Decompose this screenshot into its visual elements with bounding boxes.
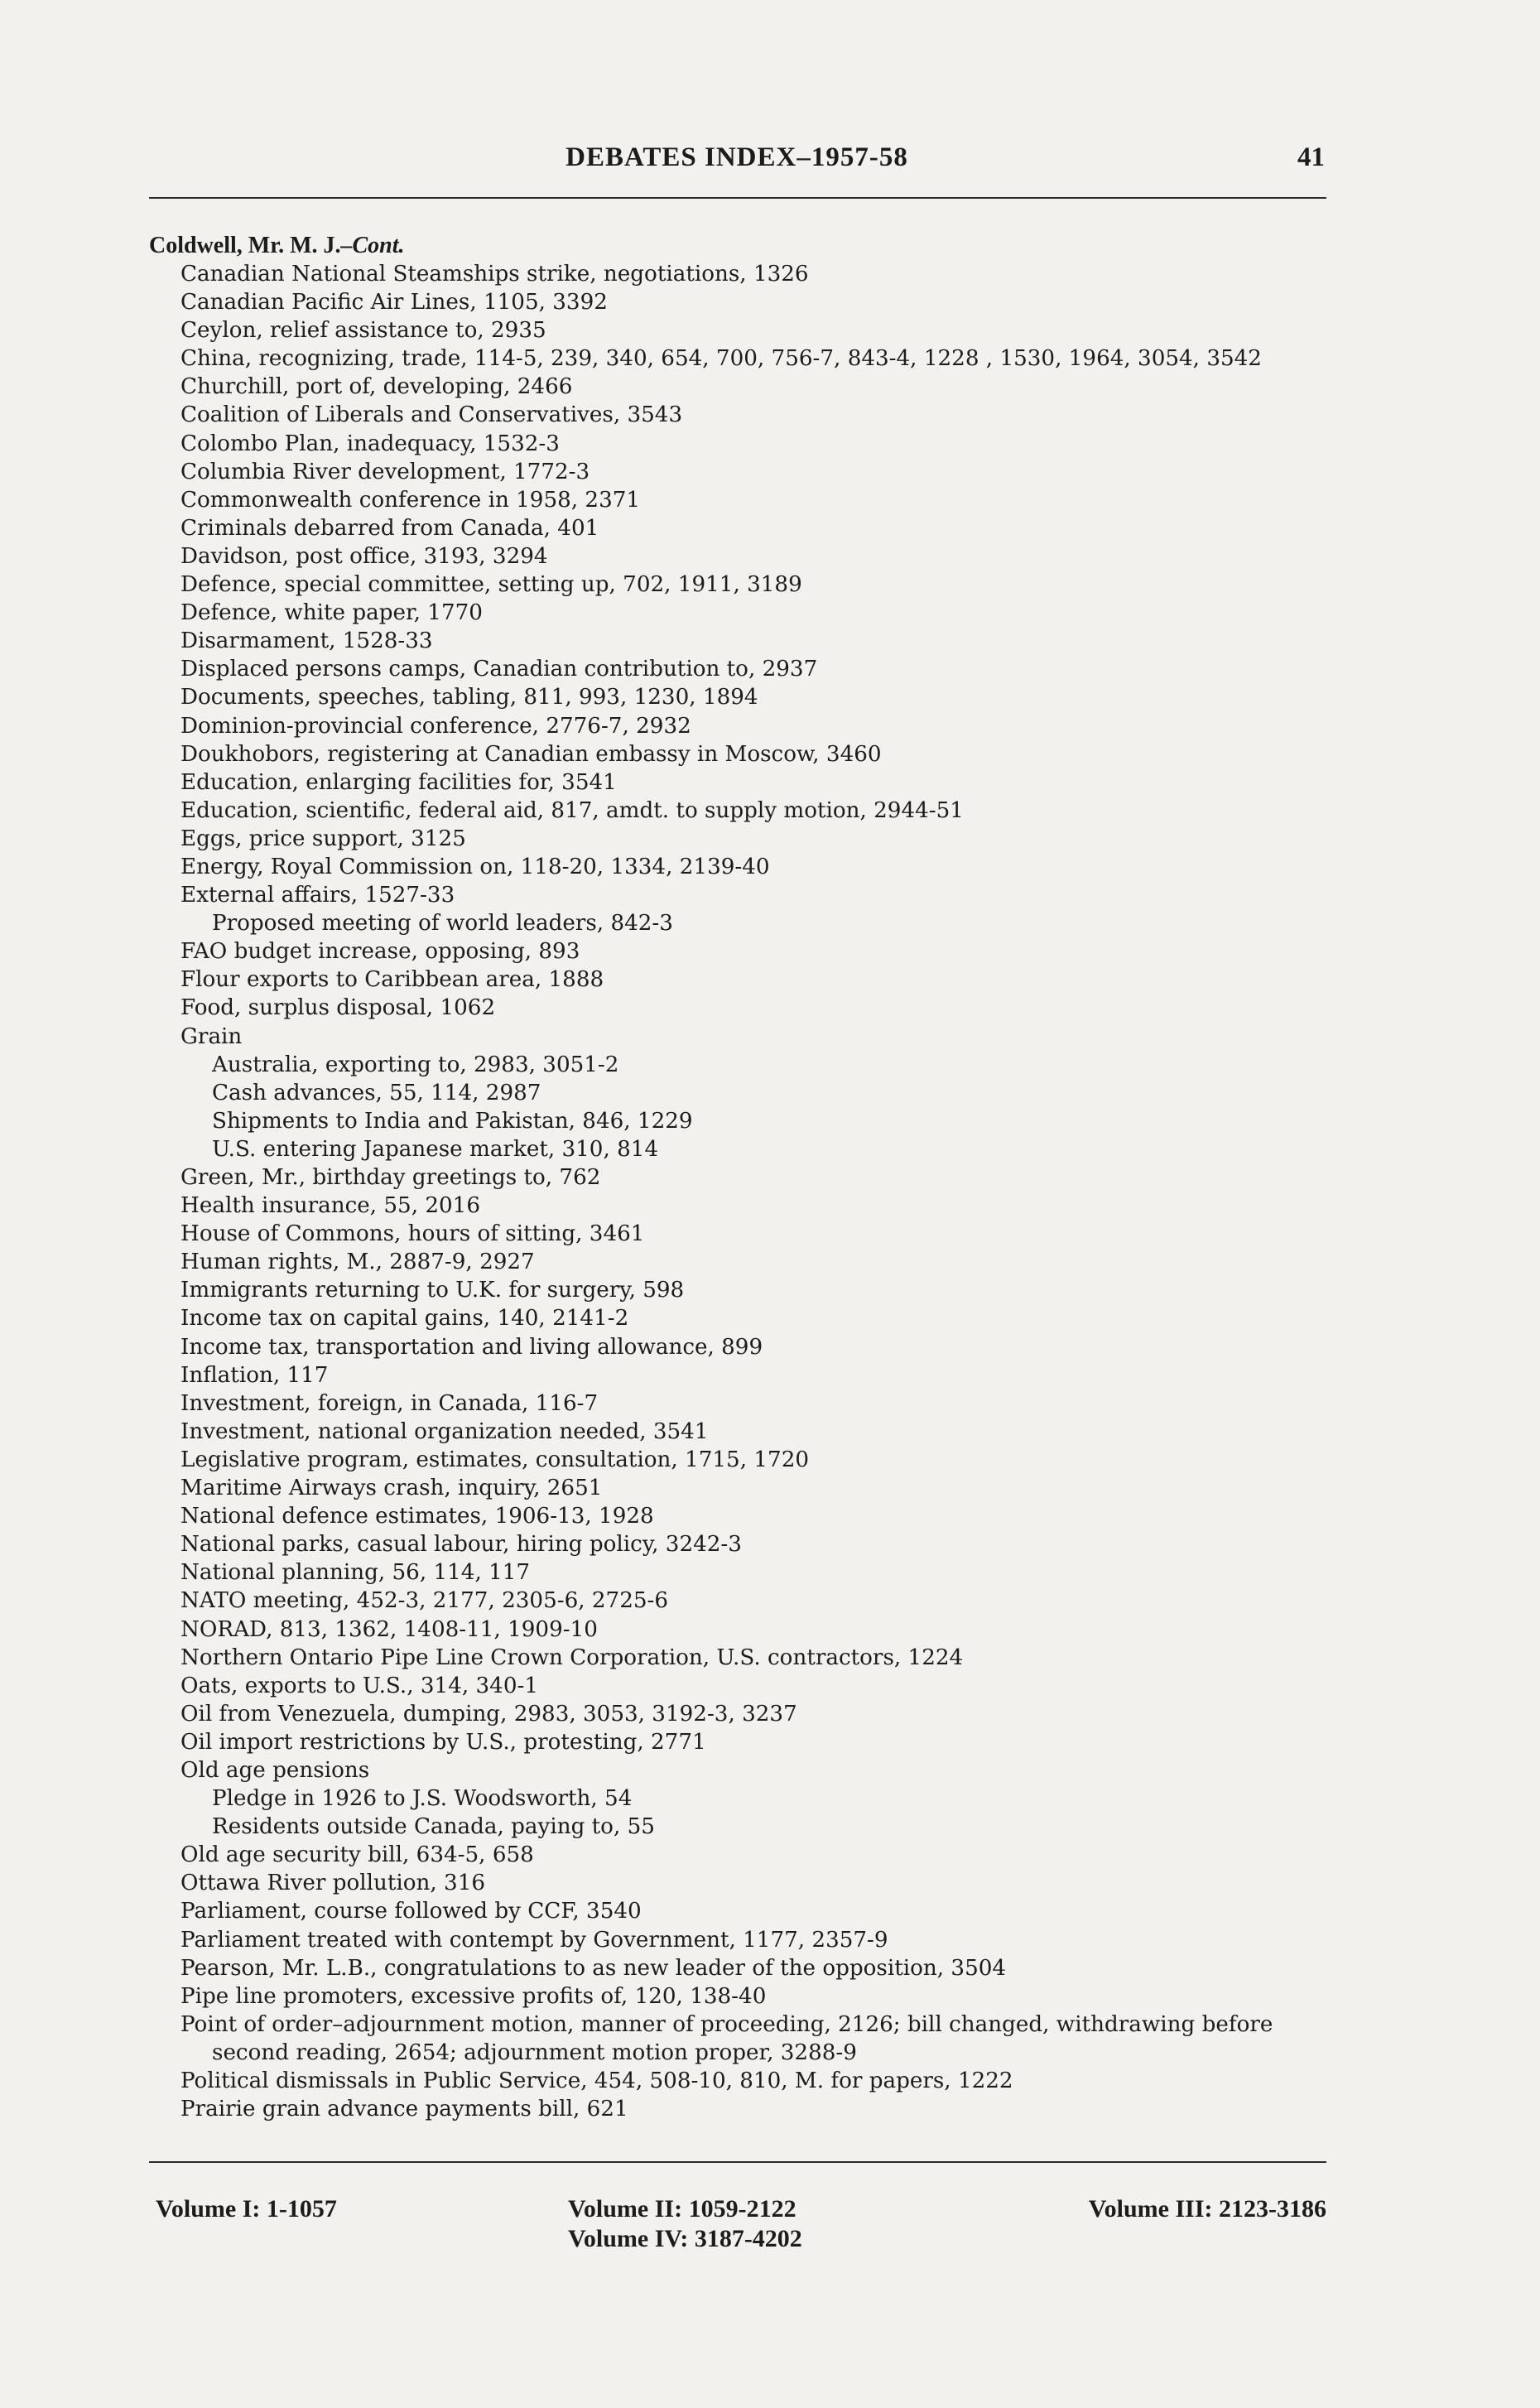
index-entry: Doukhobors, registering at Canadian embassy in Moscow, 3460 [180,741,882,767]
index-subentry: Proposed meeting of world leaders, 842-3 [212,911,673,937]
index-entry: Immigrants returning to U.K. for surgery, 598 [180,1278,685,1303]
index-entry: Davidson, post office, 3193, 3294 [180,543,548,569]
index-entry: National defence estimates, 1906-13, 1928 [180,1504,654,1529]
index-entry: Food, surplus disposal, 1062 [180,995,496,1021]
index-entry: Canadian National Steamships strike, negotiations, 1326 [180,262,809,287]
index-entry: Political dismissals in Public Service, 454, 508-10, 810, M. for papers, 1222 [180,2068,1013,2093]
index-entry: Point of order–adjournment motion, manner of proceeding, 2126; bill changed, withdrawing before second reading, 2654; adjournment motion proper, 3288-9 [180,2011,1273,2065]
index-entry: Legislative program, estimates, consultation, 1715, 1720 [180,1447,810,1472]
volume-1-range: Volume I: 1-1057 [156,2195,337,2223]
index-entry: Ottawa River pollution, 316 [180,1871,486,1896]
index-entry: FAO budget increase, opposing, 893 [180,939,580,965]
index-entry: NORAD, 813, 1362, 1408-11, 1909-10 [180,1616,598,1642]
index-entry: Criminals debarred from Canada, 401 [180,515,599,541]
volume-2-4-ranges [568,2194,802,2254]
page-number: 41 [1297,142,1325,172]
index-entry: External affairs, 1527-33 [180,883,455,908]
index-subentry: Pledge in 1926 to J.S. Woodsworth, 54 [212,1786,633,1812]
index-entry: Flour exports to Caribbean area, 1888 [180,967,604,993]
index-entry: Columbia River development, 1772-3 [180,459,590,484]
index-entry: Investment, national organization needed, 3541 [180,1418,709,1444]
index-entry: Parliament treated with contempt by Government, 1177, 2357-9 [180,1927,888,1953]
index-entry: Ceylon, relief assistance to, 2935 [180,318,546,344]
header-rule [149,197,1326,199]
index-entry: Parliament, course followed by CCF, 3540 [180,1899,642,1924]
index-entry: Old age pensions [180,1757,370,1783]
index-entry: Human rights, M., 2887-9, 2927 [180,1250,535,1275]
index-entry: Income tax, transportation and living allowance, 899 [180,1334,763,1360]
index-entry: NATO meeting, 452-3, 2177, 2305-6, 2725-6 [180,1588,669,1614]
footer-rule [149,2161,1326,2163]
index-entry: Green, Mr., birthday greetings to, 762 [180,1165,601,1190]
index-entry: Maritime Airways crash, inquiry, 2651 [180,1476,603,1501]
index-entry: Commonwealth conference in 1958, 2371 [180,487,641,513]
index-entry: China, recognizing, trade, 114-5, 239, 340, 654, 700, 756-7, 843-4, 1228 , 1530, 1964, 3054, 3542 [180,346,1262,372]
index-subentry: Australia, exporting to, 2983, 3051-2 [212,1052,619,1077]
index-entry: Health insurance, 55, 2016 [180,1193,481,1219]
index-entry: Northern Ontario Pipe Line Crown Corporation, U.S. contractors, 1224 [180,1645,964,1670]
running-head [149,142,1325,184]
index-entry: Defence, special committee, setting up, 702, 1911, 3189 [180,572,802,598]
index-entry: Oil from Venezuela, dumping, 2983, 3053, 3192-3, 3237 [180,1701,797,1727]
running-title: DEBATES INDEX–1957-58 [565,142,908,172]
index-entry: Disarmament, 1528-33 [180,628,433,654]
index-entry: Oats, exports to U.S., 314, 340-1 [180,1673,539,1698]
index-entry: National planning, 56, 114, 117 [180,1560,531,1586]
index-body [149,232,1341,2123]
index-entry: National parks, casual labour, hiring policy, 3242-3 [180,1532,742,1558]
index-entry: Oil import restrictions by U.S., protesting, 2771 [180,1729,706,1755]
index-entry: Grain [180,1023,243,1049]
index-entry: Churchill, port of, developing, 2466 [180,374,573,400]
index-entry: Pipe line promoters, excessive profits of, 120, 138-40 [180,1983,767,2009]
index-entry: Colombo Plan, inadequacy, 1532-3 [180,431,560,456]
index-entry: Education, enlarging facilities for, 3541 [180,769,617,795]
index-subentry: Shipments to India and Pakistan, 846, 1229 [212,1108,693,1134]
index-entry: Prairie grain advance payments bill, 621 [180,2097,628,2122]
index-subentry: Residents outside Canada, paying to, 55 [212,1814,655,1840]
index-entry: Eggs, price support, 3125 [180,826,466,851]
index-subentry: Cash advances, 55, 114, 2987 [212,1080,541,1105]
volume-2-range: Volume II: 1059-2122 [568,2195,796,2223]
index-entries [149,260,1341,2123]
index-entry: Defence, white paper, 1770 [180,600,483,626]
index-entry: Displaced persons camps, Canadian contribution to, 2937 [180,657,818,682]
index-entry: Old age security bill, 634-5, 658 [180,1842,534,1868]
index-entry: Education, scientific, federal aid, 817, amdt. to supply motion, 2944-51 [180,797,964,823]
index-entry: Coalition of Liberals and Conservatives, 3543 [180,402,683,428]
index-entry: Pearson, Mr. L.B., congratulations to as new leader of the opposition, 3504 [180,1955,1007,1981]
index-heading [149,232,1341,260]
index-subentry: U.S. entering Japanese market, 310, 814 [212,1136,659,1162]
index-entry: Canadian Pacific Air Lines, 1105, 3392 [180,290,608,315]
index-entry: Documents, speeches, tabling, 811, 993, 1230, 1894 [180,685,758,710]
index-entry: Income tax on capital gains, 140, 2141-2 [180,1306,629,1332]
heading-name: Coldwell, Mr. M. J. [149,233,341,258]
volume-4-range: Volume IV: 3187-4202 [568,2225,802,2252]
index-entry: Investment, foreign, in Canada, 116-7 [180,1390,599,1416]
index-entry: House of Commons, hours of sitting, 3461 [180,1221,645,1247]
index-entry: Inflation, 117 [180,1362,329,1388]
heading-continued: –Cont. [340,233,405,258]
volume-3-range: Volume III: 2123-3186 [1088,2195,1326,2223]
index-entry: Dominion-provincial conference, 2776-7, 2932 [180,713,691,739]
index-entry: Energy, Royal Commission on, 118-20, 1334, 2139-40 [180,854,770,879]
